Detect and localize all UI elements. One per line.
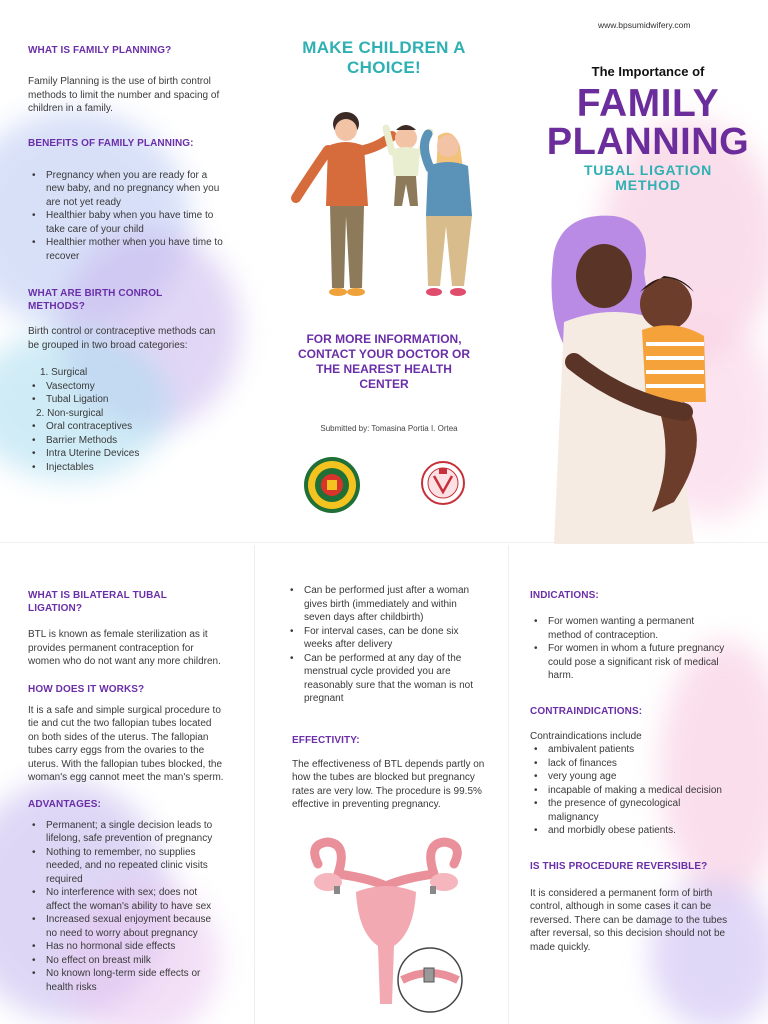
indications-list [530,615,730,683]
list-item: • Barrier Methods [28,434,228,448]
indications-heading: INDICATIONS: [530,590,599,601]
title-block [530,64,766,193]
heading-line: WHAT ARE BIRTH CONROL [28,288,163,299]
list-item: • No interference with sex; does not affect the woman's ability to have sex [28,886,224,913]
category-surgical: 1. Surgical [40,367,88,378]
panel-btl [28,589,224,994]
contact-cta: FOR MORE INFORMATION, CONTACT YOUR DOCTOR OR THE NEAREST HEALTH CENTER [297,332,470,391]
list-item: • very young age [530,770,730,784]
uterus-tubal-ligation-illustration [298,834,474,1020]
list-item: • For women in whom a future pregnancy could pose a significant risk of medical harm. [530,642,730,683]
submitted-by: Submitted by: Tomasina Portia I. Ortea [320,424,458,433]
list-item: • Permanent; a single decision leads to lifelong, safe prevention of pregnancy [28,819,224,846]
birth-control-methods-heading [28,287,228,313]
list-item: • Can be performed at any day of the menstrual cycle provided you are reasonably sure that the woman is not pregnant [286,652,486,706]
btl-definition: BTL is known as female sterilization as it provides permanent contraception for women who do not want any more children. [28,629,221,667]
timing-list [286,584,486,706]
panel-indications [530,589,730,954]
nonsurgical-list [28,420,228,474]
methods-intro: Birth control or contraceptive methods can be grouped in two broad categories: [28,326,216,351]
list-item: • Healthier baby when you have time to take care of your child [28,209,228,236]
how-it-works-heading: HOW DOES IT WORKS? [28,683,145,695]
what-is-family-planning-heading: WHAT IS FAMILY PLANNING? [28,45,172,56]
contraindications-heading: CONTRAINDICATIONS: [530,705,643,717]
advantages-heading: ADVANTAGES: [28,798,101,810]
column-divider [254,545,255,1024]
headline: MAKE CHILDREN A CHOICE! [302,38,466,77]
category-nonsurgical: 2. Non-surgical [36,407,104,419]
contraindications-list [530,743,730,838]
benefits-list [28,169,228,264]
heading-line: WHAT IS BILATERAL TUBAL [28,590,167,601]
list-item: • Tubal Ligation [28,393,228,407]
list-item: • No known long-term side effects or health risks [28,967,224,994]
contraindications-intro: Contraindications include [530,730,642,742]
list-item: • For women wanting a permanent method of contraception. [530,615,730,642]
list-item: • lack of finances [530,757,730,771]
list-item: • Injectables [28,461,228,475]
list-item: • For interval cases, can be done six weeks after delivery [286,625,486,652]
list-item: • No effect on breast milk [28,954,224,968]
list-item: • Increased sexual enjoyment because no need to worry about pregnancy [28,913,224,940]
panel-timing-effectivity [286,584,486,812]
list-item: • Nothing to remember, no supplies needed, and no repeated clinic visits required [28,846,224,887]
family-planning-definition: Family Planning is the use of birth control methods to limit the number and spacing of children in a family. [28,76,220,114]
title-pre: The Importance of [591,64,705,79]
list-item: • Healthier mother when you have time to recover [28,236,228,263]
btl-heading [28,589,224,615]
panel-family-planning [28,44,228,474]
list-item: • Intra Uterine Devices [28,447,228,461]
surgical-list [28,380,228,407]
contact-block [292,332,476,392]
heading-line: LIGATION? [28,603,83,614]
list-item: • Can be performed just after a woman gives birth (immediately and within seven days after childbirth) [286,584,486,625]
list-item: • the presence of gynecological malignancy [530,797,730,824]
title-family: FAMILY [576,82,720,125]
effectivity-text: The effectiveness of BTL depends partly on how the tubes are blocked but pregnancy rates are very low. The procedure is 99.5% effective in preventing pregnancy. [292,758,485,810]
title-planning: PLANNING [546,121,750,163]
reversible-heading: IS THIS PROCEDURE REVERSIBLE? [530,860,708,872]
university-seal-logo [303,456,361,514]
subtitle-tubal-ligation: TUBAL LIGATION [583,162,713,178]
list-item: • incapable of making a medical decision [530,784,730,798]
family-illustration [288,106,484,306]
effectivity-heading: EFFECTIVITY: [292,734,360,746]
reversible-text: It is considered a permanent form of birth control, although in some cases it can be reversed. There can be damage to the tubes after reversal, so this decision should not be made quickly. [530,887,728,953]
mother-and-child-illustration [534,212,724,544]
website-url: www.bpsumidwifery.com [598,20,691,30]
heading-line: METHODS? [28,301,85,312]
list-item: • Has no hormonal side effects [28,940,224,954]
benefits-heading: BENEFITS OF FAMILY PLANNING: [28,137,194,149]
list-item: • ambivalent patients [530,743,730,757]
list-item: • and morbidly obese patients. [530,824,730,838]
list-item: • Vasectomy [28,380,228,394]
panel-cover-middle [278,38,490,78]
column-divider [508,545,509,1024]
how-it-works-text: It is a safe and simple surgical procedure to tie and cut the two fallopian tubes located on both sides of the uterus. The fallopian tubes carry eggs from the ovaries to the uterus. With the fallopian tubes blocked, the woman's egg cannot meet the man's sperm. [28,704,224,783]
midwifery-seal-logo [420,458,466,512]
subtitle-method: METHOD [615,177,681,193]
list-item: • Oral contraceptives [28,420,228,434]
advantages-list [28,819,224,995]
list-item: • Pregnancy when you are ready for a new baby, and no pregnancy when you are not yet ready [28,169,228,210]
